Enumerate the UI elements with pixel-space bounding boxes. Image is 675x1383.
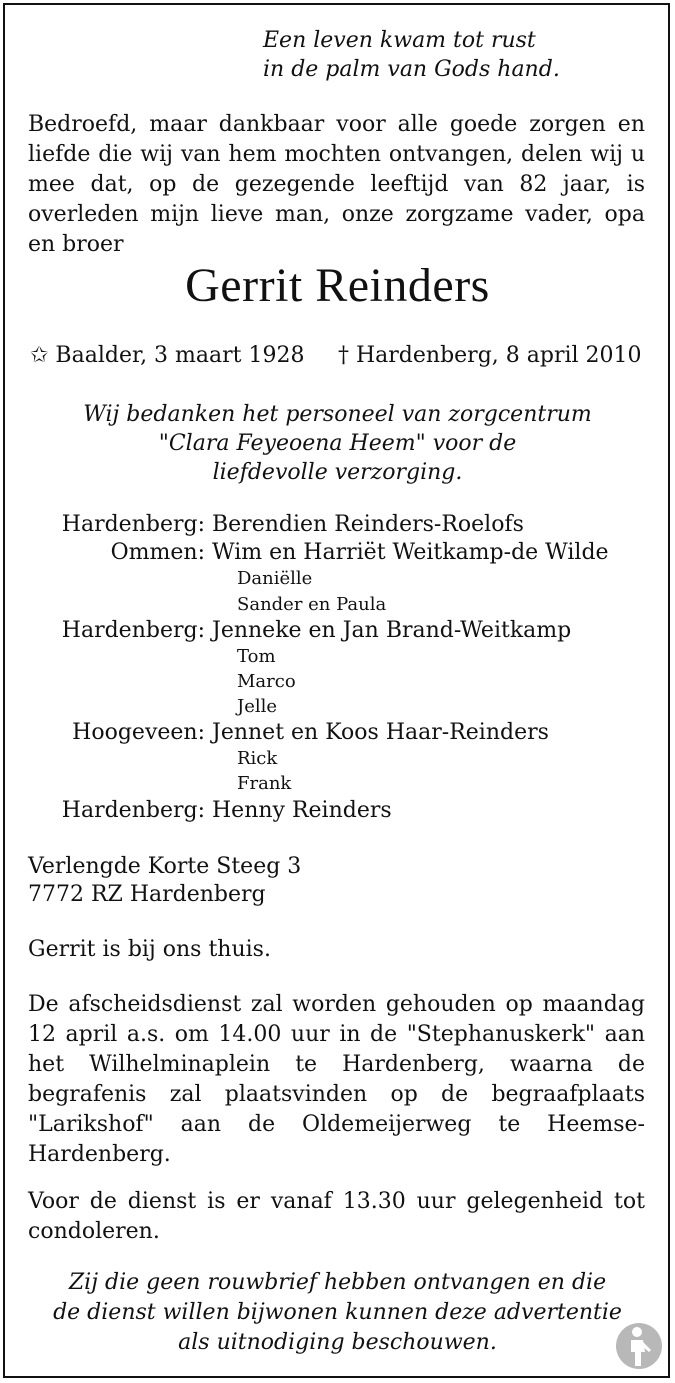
family-names: Berendien Reinders-Roelofs (212, 512, 524, 537)
address-street: Verlengde Korte Steeg 3 (28, 854, 302, 879)
condolence-paragraph: Voor de dienst is er vanaf 13.30 uur gelegenheid tot condoleren. (28, 1189, 645, 1244)
deceased-name: Gerrit Reinders (185, 259, 490, 312)
death-info: † Hardenberg, 8 april 2010 (338, 343, 642, 368)
intro-paragraph: Bedroefd, maar dankbaar voor alle goede zorgen en liefde die wij van hem mochten ontvangen, delen wij u mee dat, op de gezegende leeftijd van 82 jaar, is overleden mijn lieve man, onze zorgzame vader, opa en broer (28, 112, 645, 257)
family-place: Ommen: (110, 540, 205, 565)
closing-line-2: de dienst willen bijwonen kunnen deze advertentie (53, 1300, 622, 1325)
at-home-text: Gerrit is bij ons thuis. (28, 937, 271, 962)
service-paragraph: De afscheidsdienst zal worden gehouden op maandag 12 april a.s. om 14.00 uur in de "Stephanuskerk" aan het Wilhelminaplein te Hardenberg, waarna de begrafenis zal plaatsvinden op de begraafplaats "Larikshof" aan de Oldemeijerweg te Heemse-Hardenberg. (28, 992, 645, 1167)
family-place: Hoogeveen: (72, 720, 205, 745)
motto-line-2: in de palm van Gods hand. (263, 57, 560, 82)
motto (263, 26, 560, 84)
address-city: 7772 RZ Hardenberg (28, 882, 266, 907)
thanks-line-3: liefdevolle verzorging. (212, 460, 463, 485)
closing-text (0, 1268, 675, 1358)
grandchild-name: Marco (237, 671, 296, 692)
grandchild-name: Frank (237, 773, 292, 794)
closing-line-1: Zij die geen rouwbrief hebben ontvangen en die (68, 1270, 607, 1295)
memorial-person-icon (615, 1322, 663, 1370)
grandchild-name: Rick (237, 748, 278, 769)
family-names: Jennet en Koos Haar-Reinders (212, 720, 549, 745)
motto-line-1: Een leven kwam tot rust (263, 28, 536, 53)
family-place: Hardenberg: (61, 798, 205, 823)
thanks-line-2: "Clara Feyeoena Heem" voor de (158, 431, 517, 456)
family-place: Hardenberg: (61, 512, 205, 537)
family-names: Henny Reinders (212, 798, 392, 823)
thanks-line-1: Wij bedanken het personeel van zorgcentrum (83, 402, 592, 427)
grandchild-name: Tom (237, 646, 276, 667)
address (28, 853, 301, 909)
family-names: Wim en Harriët Weitkamp-de Wilde (212, 540, 609, 565)
family-place: Hardenberg: (61, 618, 205, 643)
grandchild-name: Daniëlle (237, 568, 313, 589)
grandchild-name: Sander en Paula (237, 594, 387, 615)
thanks-text (0, 400, 675, 487)
grandchild-name: Jelle (237, 696, 278, 717)
family-names: Jenneke en Jan Brand-Weitkamp (212, 618, 572, 643)
closing-line-3: als uitnodiging beschouwen. (178, 1330, 497, 1355)
birth-info: ✩ Baalder, 3 maart 1928 (30, 343, 305, 368)
